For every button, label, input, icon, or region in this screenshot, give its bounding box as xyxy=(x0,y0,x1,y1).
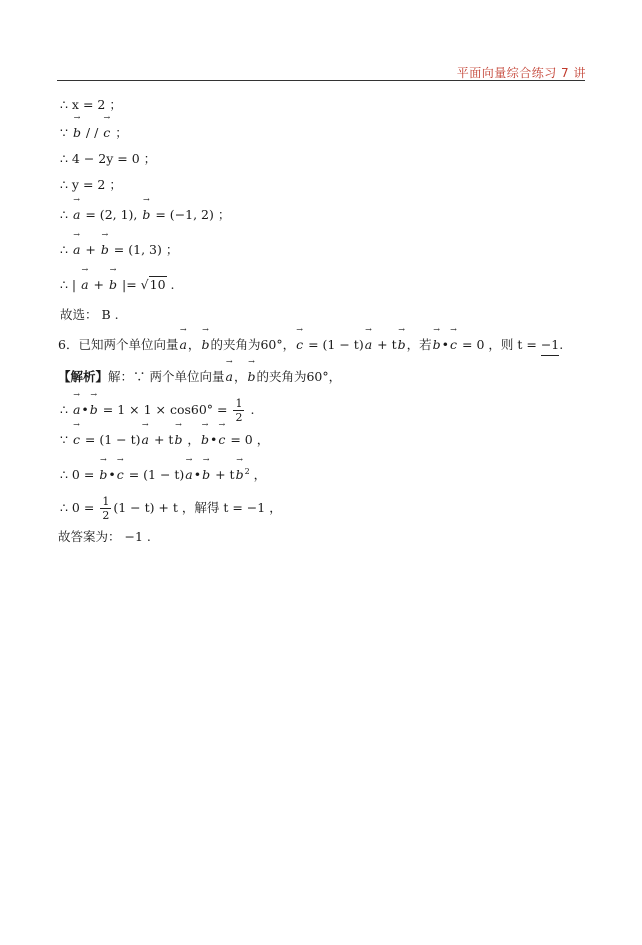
step-y: ∴ y = 2 ； xyxy=(60,177,122,192)
step-sum: ∴ → a + → b = (1, 3) ； xyxy=(60,240,178,260)
solution-given: ∵ → c = (1 − t)→ a + t→ b ，→ b•→ c = 0 ， xyxy=(60,430,269,450)
question-6: 6．已知两个单位向量→ a，→ b的夹角为60°，→ c = (1 − t)→ a + t→ b，若→ b•→ c = 0 ，则 t = −1. xyxy=(58,335,563,356)
solution-solve: ∴ 0 = $\frac{1}{2}$ (1 − t) + t ，解得 t = −1 ， xyxy=(60,495,282,522)
solution-dot-product: ∴ → a•→ b = 1 × 1 × cos60° = $\frac{1}{2}$ . xyxy=(60,397,254,424)
step-magnitude: ∴ | → a + → b |= √10 . xyxy=(60,275,174,295)
step-equation: ∴ 4 − 2y = 0 ； xyxy=(60,151,157,166)
header-divider xyxy=(57,80,585,81)
final-answer: 故答案为： −1 . xyxy=(58,529,151,544)
answer-choice: 故选： B . xyxy=(60,307,119,322)
fraction-half-2: $\frac{1}{2}$ xyxy=(102,495,110,522)
answer-blank: −1 xyxy=(541,335,559,356)
sqrt-10: √10 xyxy=(140,277,166,292)
solution-expand: ∴ 0 = → b•→ c = (1 − t)→ a•→ $b + t\to b^2$ ， xyxy=(60,462,266,485)
step-vectors: ∴ → a = (2, 1), → b = (−1, 2) ； xyxy=(60,205,230,225)
fraction-half: $\frac{1}{2}$ xyxy=(235,397,243,424)
header-title: 平面向量综合练习 7 讲 xyxy=(456,66,586,80)
step-x: ∴ x = 2 ； xyxy=(60,97,122,112)
step-parallel: ∵ → b / / → c ； xyxy=(60,123,128,143)
solution-intro: 【解析】解：∵ 两个单位向量→ a，→ b的夹角为60°， xyxy=(58,367,341,387)
